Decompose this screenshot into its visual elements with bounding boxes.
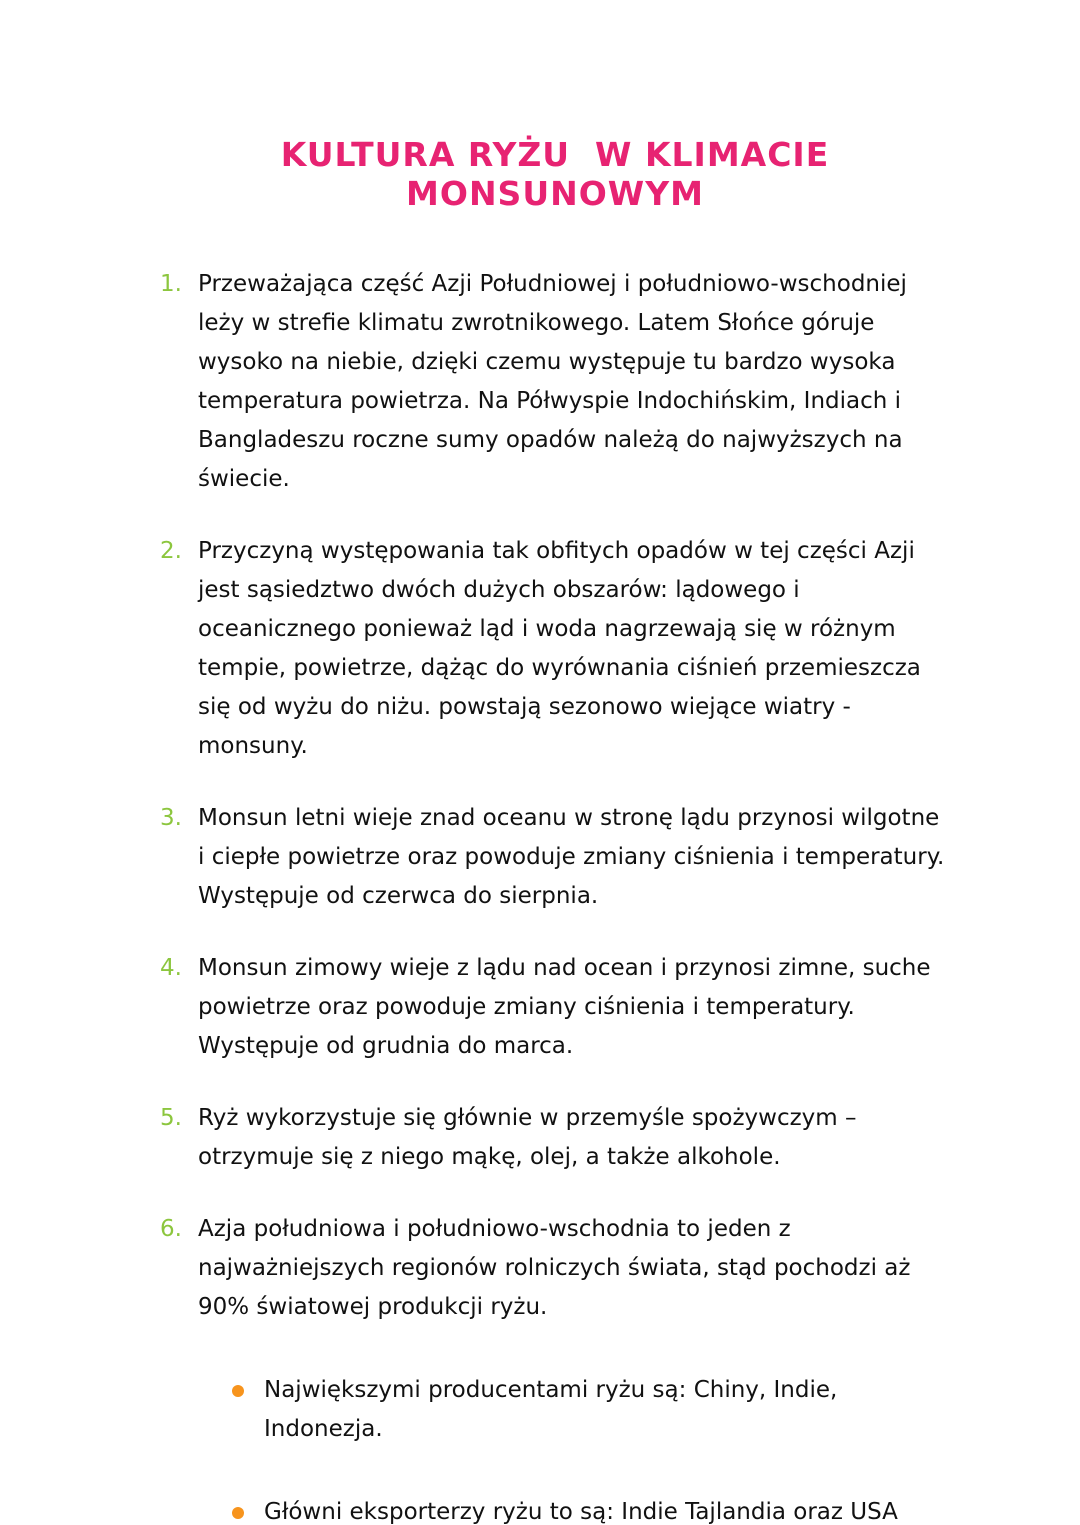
numbered-item-1 — [160, 265, 950, 499]
numbered-item-5 — [160, 1099, 950, 1177]
item-text: Ryż wykorzystuje się głównie w przemyśle spożywczym – otrzymuje się z niego mąkę, olej, a także alkohole. — [198, 1105, 857, 1170]
bullet-text: Największymi producentami ryżu są: Chiny, Indie, Indonezja. — [264, 1377, 838, 1442]
numbered-item-3 — [160, 799, 950, 916]
item-text: Przyczyną występowania tak obfitych opadów w tej części Azji jest sąsiedztwo dwóch dużych obszarów: lądowego i oceanicznego ponieważ ląd i woda nagrzewają się w różnym tempie, powietrze, dążąc do wyrównania ciśnień przemieszcza się od wyżu do niżu. powstają sezonowo wiejące wiatry - monsuny. — [198, 538, 921, 759]
bullet-icon — [232, 1507, 244, 1519]
item-number: 3. — [160, 805, 182, 831]
bullet-item-exporters — [232, 1493, 950, 1525]
bullet-item-producers — [232, 1371, 950, 1449]
item-number: 1. — [160, 271, 182, 297]
item-number: 5. — [160, 1105, 182, 1131]
numbered-item-6 — [160, 1210, 950, 1327]
numbered-item-2 — [160, 532, 950, 766]
item-number: 4. — [160, 955, 182, 981]
numbered-item-4 — [160, 949, 950, 1066]
bullet-text: Główni eksporterzy ryżu to są: Indie Tajlandia oraz USA — [264, 1499, 898, 1525]
item-text: Monsun zimowy wieje z lądu nad ocean i przynosi zimne, suche powietrze oraz powoduje zmiany ciśnienia i temperatury. Występuje od grudnia do marca. — [198, 955, 931, 1059]
item-number: 2. — [160, 538, 182, 564]
item-number: 6. — [160, 1216, 182, 1242]
item-text: Przeważająca część Azji Południowej i południowo-wschodniej leży w strefie klimatu zwrotnikowego. Latem Słońce góruje wysoko na niebie, dzięki czemu występuje tu bardzo wysoka temperatura powietrza. Na Półwyspie Indochińskim, Indiach i Bangladeszu roczne sumy opadów należą do najwyższych na świecie. — [198, 271, 907, 492]
page-title: KULTURA RYŻU W KLIMACIE MONSUNOWYM — [280, 135, 842, 213]
bullet-icon — [232, 1385, 244, 1397]
item-text: Azja południowa i południowo-wschodnia to jeden z najważniejszych regionów rolniczych świata, stąd pochodzi aż 90% światowej produkcji ryżu. — [198, 1216, 911, 1320]
item-text: Monsun letni wieje znad oceanu w stronę lądu przynosi wilgotne i ciepłe powietrze oraz powoduje zmiany ciśnienia i temperatury. Występuje od czerwca do sierpnia. — [198, 805, 945, 909]
